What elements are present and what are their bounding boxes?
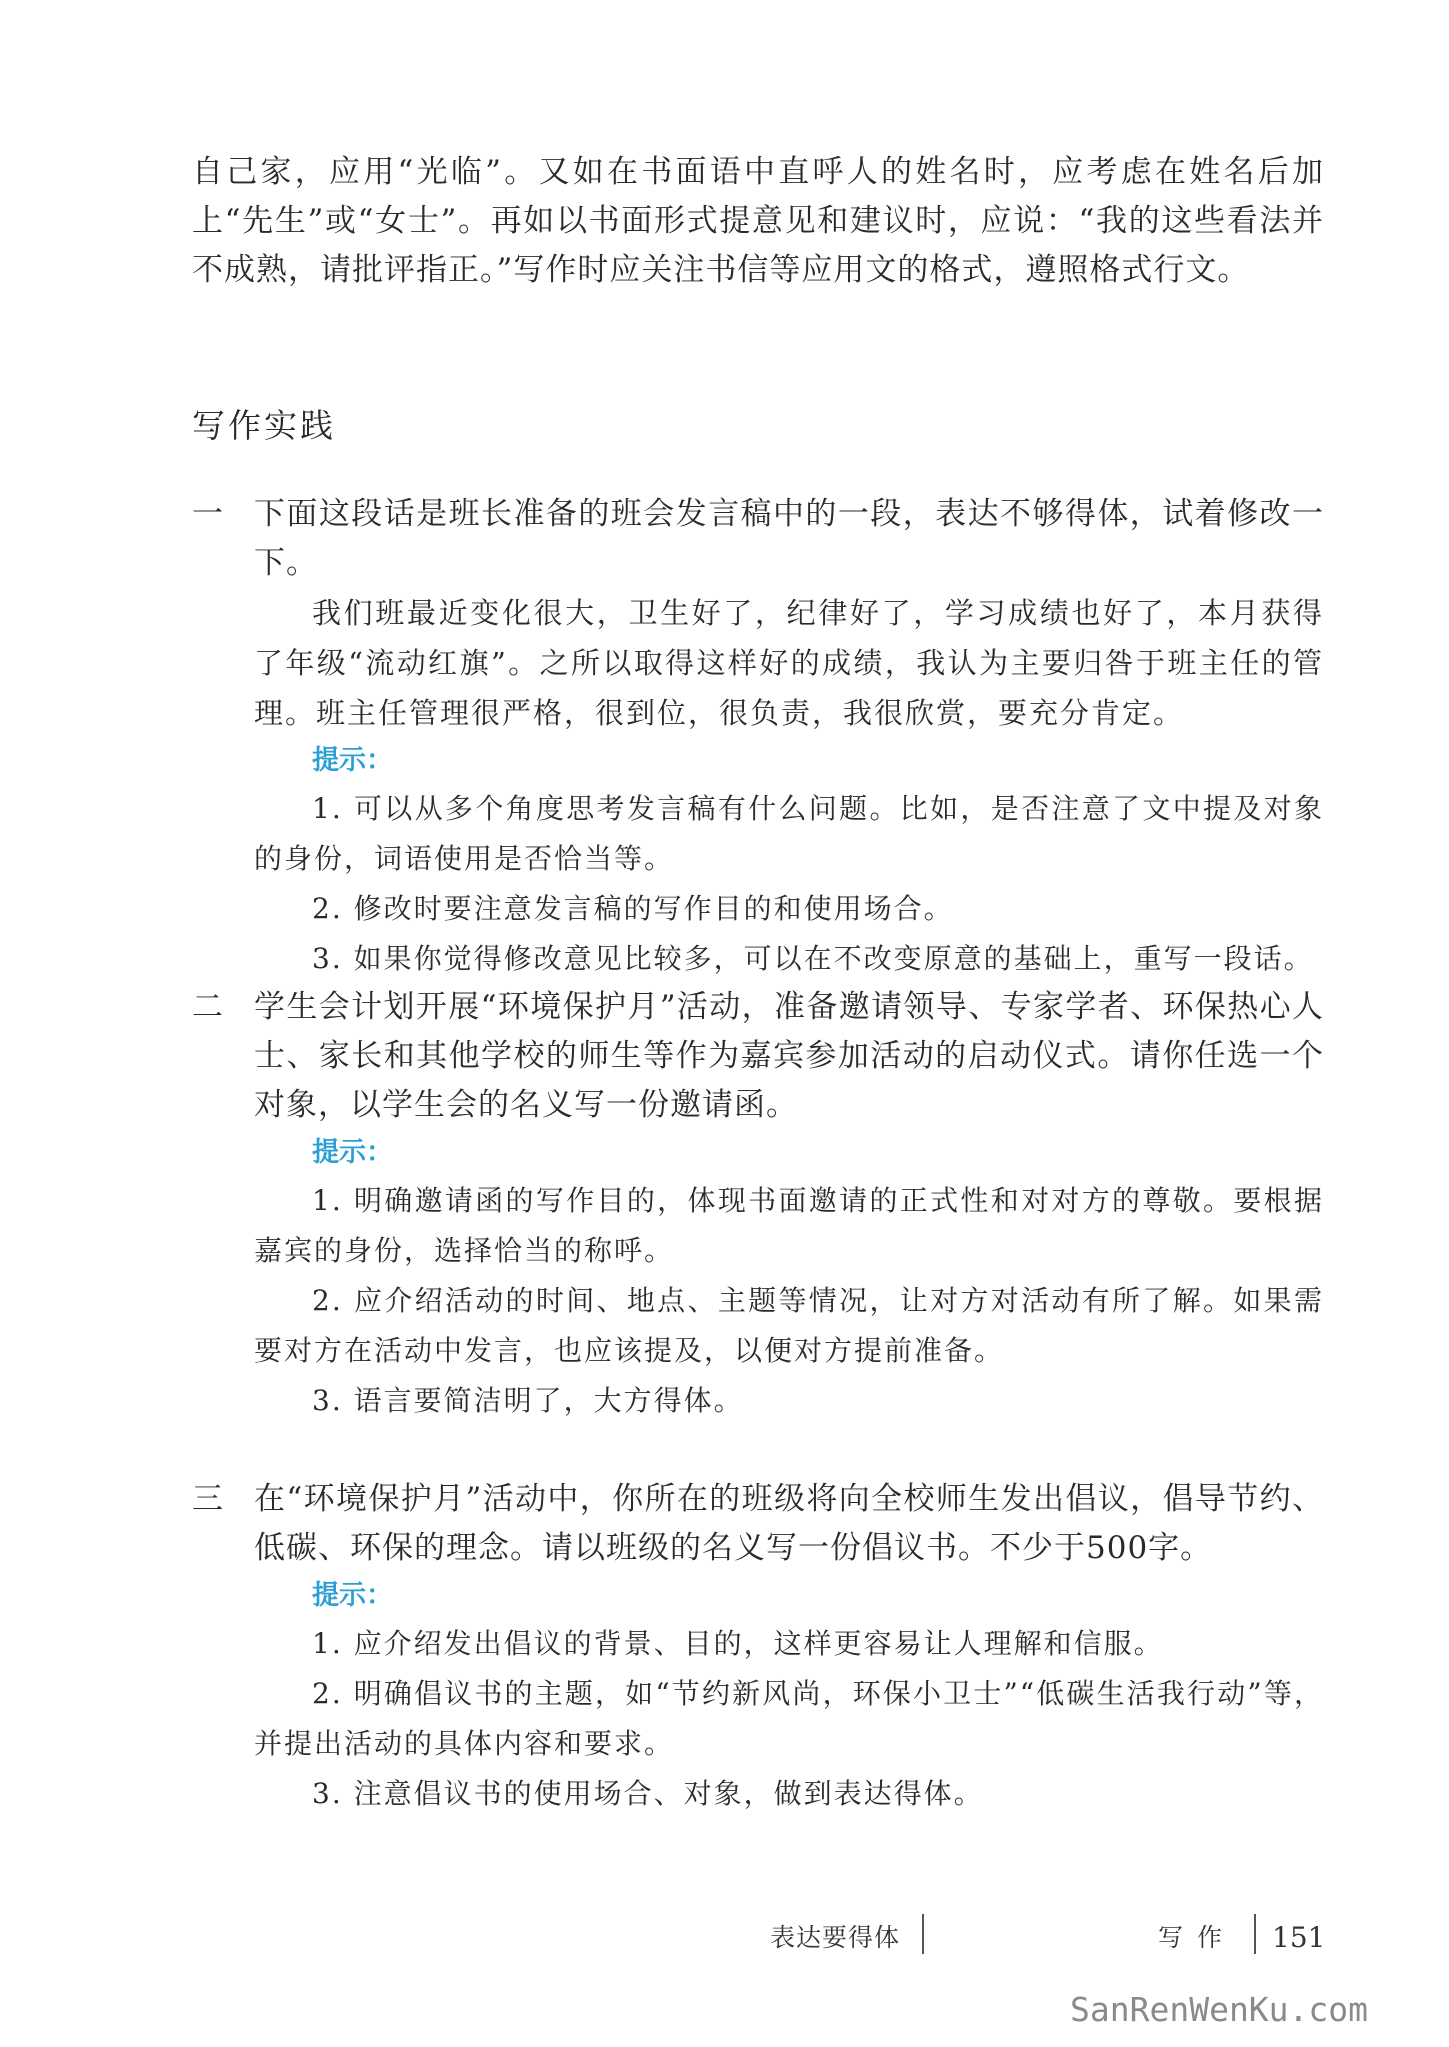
hint-item: 2. 修改时要注意发言稿的写作目的和使用场合。 — [312, 892, 954, 925]
hint-item: 2. 应介绍活动的时间、地点、主题等情况，让对方对活动有所了解。如果需要对方在活动中发言，也应该提及，以便对方提前准备。 — [254, 1284, 1324, 1367]
hint-item: 3. 如果你觉得修改意见比较多，可以在不改变原意的基础上，重写一段话。 — [312, 942, 1314, 975]
hint-item: 2. 明确倡议书的主题，如“节约新风尚，环保小卫士”“低碳生活我行动”等，并提出活动的具体内容和要求。 — [254, 1677, 1324, 1760]
hint-item: 3. 注意倡议书的使用场合、对象，做到表达得体。 — [312, 1777, 984, 1810]
hint-item: 1. 可以从多个角度思考发言稿有什么问题。比如，是否注意了文中提及对象的身份，词语使用是否恰当等。 — [254, 792, 1324, 875]
hint-item: 1. 应介绍发出倡议的背景、目的，这样更容易让人理解和信服。 — [312, 1627, 1164, 1660]
hint-item: 3. 语言要简洁明了，大方得体。 — [312, 1384, 744, 1417]
task-number: 三 — [192, 1481, 223, 1517]
hint-label: 提示： — [312, 1137, 393, 1168]
intro-paragraph: 自己家，应用“光临”。又如在书面语中直呼人的姓名时，应考虑在姓名后加上“先生”或“女士”。再如以书面形式提意见和建议时，应说：“我的这些看法并不成熟，请批评指正。”写作时应关注书信等应用文的格式，遵照格式行文。 — [192, 154, 1324, 288]
task-prompt: 下面这段话是班长准备的班会发言稿中的一段，表达不够得体，试着修改一下。 — [254, 496, 1324, 581]
task-item — [192, 983, 1324, 1426]
task-item — [192, 1475, 1324, 1819]
footer-unit-title: 写作 — [1158, 1923, 1237, 1952]
task-prompt: 学生会计划开展“环境保护月”活动，准备邀请领导、专家学者、环保热心人士、家长和其他学校的师生等作为嘉宾参加活动的启动仪式。请你任选一个对象，以学生会的名义写一份邀请函。 — [254, 989, 1324, 1123]
footer-divider — [922, 1914, 924, 1954]
task-number: 一 — [192, 496, 223, 532]
task-quote: 我们班最近变化很大，卫生好了，纪律好了，学习成绩也好了，本月获得了年级“流动红旗”。之所以取得这样好的成绩，我认为主要归咎于班主任的管理。班主任管理很严格，很到位，很负责，我很欣赏，要充分肯定。 — [254, 596, 1324, 730]
task-prompt: 在“环境保护月”活动中，你所在的班级将向全校师生发出倡议，倡导节约、低碳、环保的理念。请以班级的名义写一份倡议书。不少于500字。 — [254, 1481, 1324, 1566]
page-number: 151 — [1272, 1921, 1326, 1954]
footer-divider — [1254, 1914, 1256, 1954]
task-number: 二 — [192, 989, 223, 1025]
section-title: 写作实践 — [192, 406, 336, 445]
task-item — [192, 490, 1324, 984]
watermark: SanRenWenKu.com — [1070, 1990, 1369, 2029]
hint-label: 提示： — [312, 745, 393, 776]
hint-label: 提示： — [312, 1580, 393, 1611]
footer-lesson-title: 表达要得体 — [770, 1923, 901, 1952]
hint-item: 1. 明确邀请函的写作目的，体现书面邀请的正式性和对对方的尊敬。要根据嘉宾的身份，选择恰当的称呼。 — [254, 1184, 1324, 1267]
